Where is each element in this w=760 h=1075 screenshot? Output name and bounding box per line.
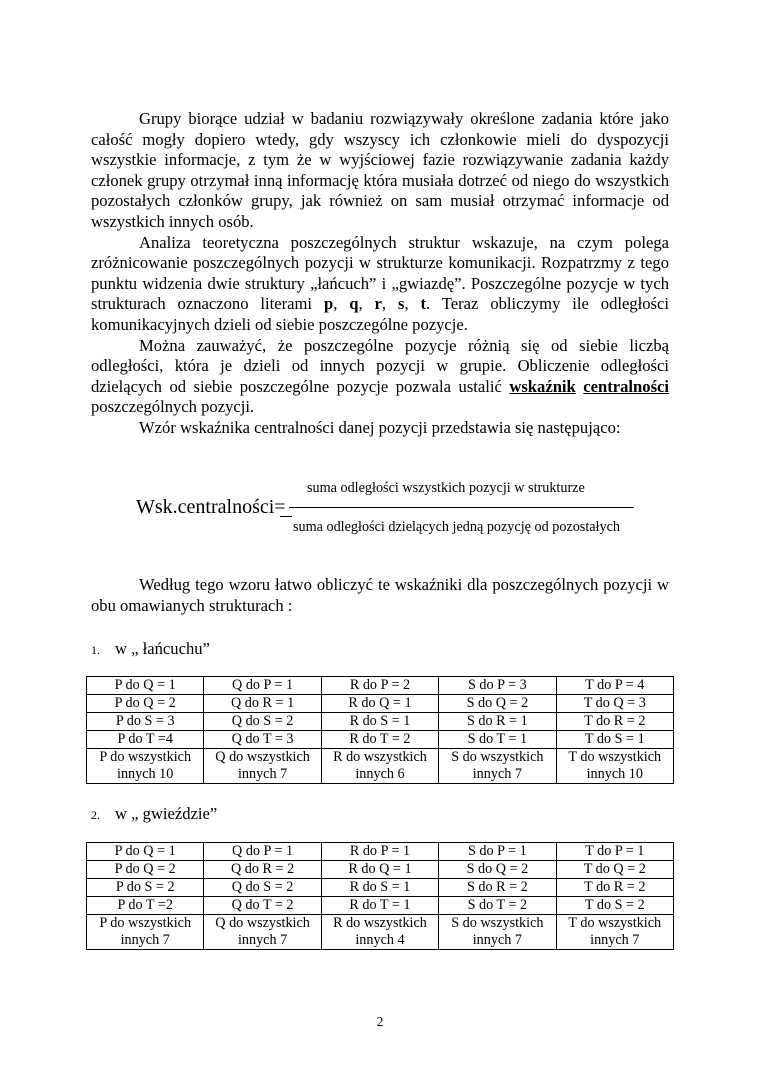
- table-total-cell: [321, 749, 438, 784]
- table-cell: P do Q = 2: [87, 695, 204, 713]
- paragraph-2: Analiza teoretyczna poszczególnych struktur wskazuje, na czym polega zróżnicowanie poszczególnych pozycji w strukturze komunikacji. Rozpatrzmy z tego punktu widzenia dwie struktury „łańcuch” i „gwiazdę”. Poszczególne pozycje w tych strukturach oznaczono literami p, q, r, s, t. Teraz obliczymy ile odległości komunikacyjnych dzieli od siebie poszczególne pozycje.: [91, 232, 669, 334]
- paragraph-2-start: Analiza teoretyczna poszczególnych struktur wskazuje, na czym polega zróżnicowanie poszczególnych pozycji w strukturze komunikacji. Rozpatrzmy z tego punktu widzenia dwie struktury „łańcuch” i „gwiazdę”. Poszczególne pozycje w tych strukturach oznaczono literami: [91, 232, 669, 314]
- table-cell: T do S = 2: [556, 897, 673, 915]
- formula-lhs-underline: [280, 516, 292, 517]
- table-cell: R do T = 1: [321, 897, 438, 915]
- fraction-line: [289, 507, 634, 508]
- letter-q: q: [349, 294, 359, 314]
- paragraph-5: Według tego wzoru łatwo obliczyć te wskaźniki dla poszczególnych pozycji w obu omawianych strukturach :: [91, 575, 669, 615]
- table-total-row: [87, 915, 674, 950]
- table-row: [87, 695, 674, 713]
- table-cell: Q do S = 2: [204, 879, 321, 897]
- total-line-2: innych 7: [590, 932, 640, 948]
- page-number: 2: [376, 1014, 384, 1029]
- table-cell: T do R = 2: [556, 713, 673, 731]
- table-cell: Q do T = 2: [204, 897, 321, 915]
- table-cell: T do P = 1: [556, 843, 673, 861]
- table-cell: P do T =2: [87, 897, 204, 915]
- table-cell: Q do S = 2: [204, 713, 321, 731]
- table-cell: T do Q = 3: [556, 695, 673, 713]
- term-centralnosci: centralności: [583, 376, 669, 396]
- total-line-2: innych 7: [237, 766, 288, 782]
- chain-distance-table: [86, 676, 674, 784]
- letter-r: r: [374, 294, 382, 314]
- section-title-star: [91, 804, 217, 824]
- table-cell: Q do T = 3: [204, 731, 321, 749]
- table-row: [87, 731, 674, 749]
- total-line-2: innych 4: [355, 932, 405, 948]
- total-line-2: innych 7: [472, 932, 522, 948]
- table-cell: T do Q = 2: [556, 861, 673, 879]
- table-cell: P do Q = 1: [87, 843, 204, 861]
- letter-t: t: [420, 294, 427, 314]
- section-number: 1.: [91, 643, 100, 657]
- section-title-chain: [91, 639, 210, 659]
- paragraph-2-end: . Teraz obliczymy ile odległości komunikacyjnych dzieli od siebie poszczególne pozycje.: [91, 294, 669, 334]
- section-title-text: w „ gwieździe”: [115, 804, 218, 823]
- total-line-1: Q do wszystkich: [215, 915, 310, 931]
- section-title-text: w „ łańcuchu”: [115, 639, 210, 658]
- table-cell: Q do R = 1: [204, 695, 321, 713]
- table-row: [87, 861, 674, 879]
- table-row: [87, 713, 674, 731]
- table-total-cell: [87, 749, 204, 784]
- table-row: [87, 897, 674, 915]
- table-cell: R do S = 1: [321, 713, 438, 731]
- table-total-cell: [439, 749, 556, 784]
- table-total-row: [87, 749, 674, 784]
- total-line-1: P do wszystkich: [99, 749, 192, 765]
- table-total-cell: [439, 915, 556, 950]
- table-cell: S do Q = 2: [439, 695, 556, 713]
- table-row: [87, 843, 674, 861]
- table-cell: P do Q = 1: [87, 677, 204, 695]
- total-line-1: S do wszystkich: [451, 749, 544, 765]
- table-cell: Q do R = 2: [204, 861, 321, 879]
- star-distance-table: [86, 842, 674, 950]
- table-cell: T do S = 1: [556, 731, 673, 749]
- formula-numerator: suma odległości wszystkich pozycji w strukturze: [307, 480, 585, 496]
- table-cell: R do P = 2: [321, 677, 438, 695]
- table-row: [87, 677, 674, 695]
- letter-p: p: [323, 294, 334, 314]
- formula-denominator: suma odległości dzielących jedną pozycję od pozostałych: [293, 519, 620, 535]
- table-cell: P do S = 2: [87, 879, 204, 897]
- table-total-cell: [556, 749, 673, 784]
- body-text: [91, 109, 669, 439]
- formula-lhs: Wsk.centralności=: [136, 496, 286, 518]
- section-number: 2.: [91, 808, 100, 822]
- table-total-cell: [321, 915, 438, 950]
- total-line-2: innych 7: [237, 932, 288, 948]
- table-cell: Q do P = 1: [204, 677, 321, 695]
- total-line-1: T do wszystkich: [568, 749, 662, 765]
- table-cell: R do Q = 1: [321, 695, 438, 713]
- table-total-cell: [204, 749, 321, 784]
- table-cell: P do Q = 2: [87, 861, 204, 879]
- table-total-cell: [87, 915, 204, 950]
- table-cell: T do R = 2: [556, 879, 673, 897]
- total-line-1: S do wszystkich: [451, 915, 544, 931]
- letter-s: s: [397, 294, 405, 314]
- table-cell: P do S = 3: [87, 713, 204, 731]
- paragraph-3-start: Można zauważyć, że poszczególne pozycje różnią się od siebie liczbą odległości, która je dzieli od innych pozycji w grupie. Obliczenie odległości dzielących od siebie poszczególne pozycje pozwala ustalić: [91, 335, 669, 396]
- paragraph-4: Wzór wskaźnika centralności danej pozycji przedstawia się następująco:: [139, 417, 621, 437]
- table-cell: R do P = 1: [321, 843, 438, 861]
- paragraph-3-end: poszczególnych pozycji.: [91, 397, 255, 417]
- total-line-1: Q do wszystkich: [215, 749, 310, 765]
- total-line-1: R do wszystkich: [333, 915, 427, 931]
- table-cell: S do Q = 2: [439, 861, 556, 879]
- table-cell: T do P = 4: [556, 677, 673, 695]
- total-line-2: innych 7: [472, 766, 522, 782]
- total-line-1: P do wszystkich: [99, 915, 192, 931]
- table-cell: S do P = 3: [439, 677, 556, 695]
- table-cell: S do T = 2: [439, 897, 556, 915]
- total-line-2: innych 10: [586, 766, 643, 782]
- total-line-2: innych 10: [117, 766, 174, 782]
- total-line-2: innych 7: [120, 932, 170, 948]
- table-cell: R do S = 1: [321, 879, 438, 897]
- table-total-cell: [204, 915, 321, 950]
- table-cell: S do P = 1: [439, 843, 556, 861]
- table-cell: Q do P = 1: [204, 843, 321, 861]
- table-total-cell: [556, 915, 673, 950]
- paragraph-1: Grupy biorące udział w badaniu rozwiązywały określone zadania które jako całość mogły dopiero wtedy, gdy wszyscy ich członkowie mieli do dyspozycji wszystkie informacje, z tym że w wyjściowej fazie rozwiązywanie zadania każdy członek grupy otrzymał inną informację która musiała dotrzeć od niego do wszystkich pozostałych członków grupy, jak również on sam musiał otrzymać informacje od wszystkich innych osób.: [91, 109, 669, 231]
- term-wskaznik: wskaźnik: [509, 376, 576, 396]
- table-cell: R do T = 2: [321, 731, 438, 749]
- table-cell: R do Q = 1: [321, 861, 438, 879]
- table-cell: S do T = 1: [439, 731, 556, 749]
- table-cell: S do R = 1: [439, 713, 556, 731]
- table-cell: S do R = 2: [439, 879, 556, 897]
- paragraph-3: [91, 336, 669, 418]
- body-text-2: [91, 575, 669, 616]
- table-row: [87, 879, 674, 897]
- total-line-1: T do wszystkich: [568, 915, 662, 931]
- total-line-2: innych 6: [355, 766, 405, 782]
- total-line-1: R do wszystkich: [333, 749, 427, 765]
- table-cell: P do T =4: [87, 731, 204, 749]
